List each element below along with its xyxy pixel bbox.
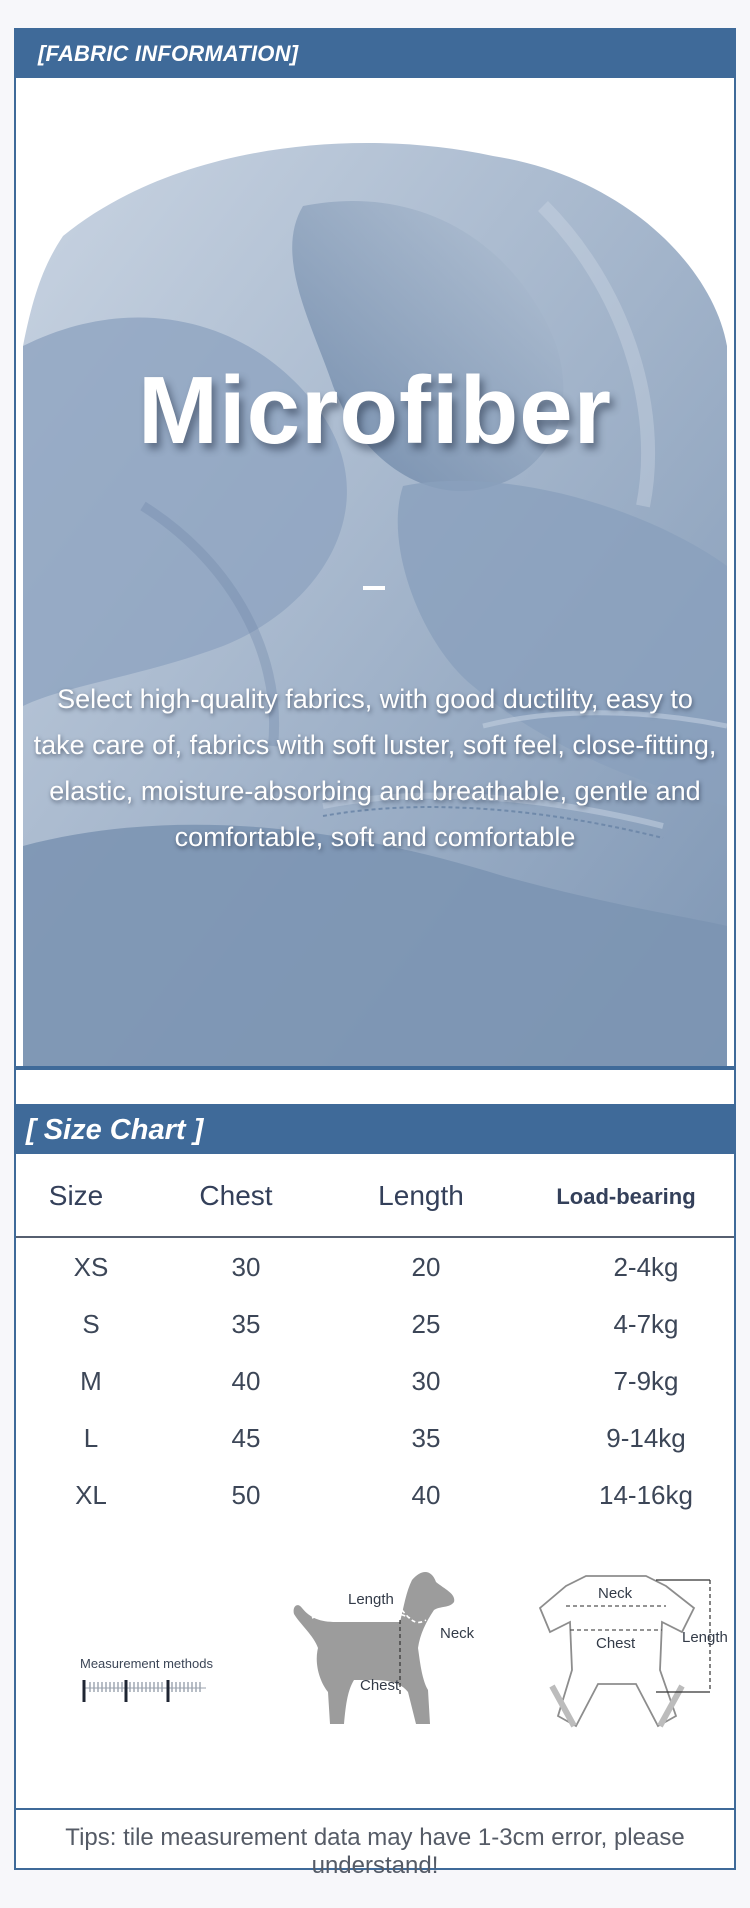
cell-length: 40 [411, 1480, 441, 1510]
table-row [16, 1301, 734, 1358]
cell-length: 25 [411, 1309, 441, 1339]
fabric-description: Select high-quality fabrics, with good ductility, easy to take care of, fabrics with soft luster, soft feel, close-fitting, elastic, moisture-absorbing and breathable, gentle and comfortable, soft and comfortable [33, 684, 717, 852]
cell-size: L [83, 1423, 99, 1453]
fabric-folds-illustration [23, 86, 727, 1066]
cell-load: 7-9kg [613, 1366, 679, 1396]
garment-neck-label: Neck [598, 1585, 633, 1602]
garment-length-label: Length [682, 1629, 728, 1646]
table-row [16, 1415, 734, 1472]
table-row [16, 1472, 734, 1529]
table-row [16, 1358, 734, 1415]
cell-size: XS [73, 1252, 109, 1282]
dog-chest-label: Chest [360, 1677, 400, 1694]
cell-size: M [80, 1366, 102, 1396]
ruler-icon [80, 1676, 210, 1706]
title-divider [363, 586, 385, 590]
dog-neck-label: Neck [440, 1625, 475, 1642]
cell-size: XL [75, 1480, 107, 1510]
col-chest: Chest [199, 1180, 273, 1211]
cell-chest: 45 [231, 1423, 261, 1453]
col-length: Length [378, 1180, 464, 1211]
cell-chest: 40 [231, 1366, 261, 1396]
section-spacer [14, 1068, 736, 1106]
dog-length-label: Length [348, 1591, 394, 1608]
tips-section [14, 1808, 736, 1879]
dog-measurement-diagram [284, 1562, 484, 1732]
cell-load: 2-4kg [613, 1252, 679, 1282]
cell-chest: 35 [231, 1309, 261, 1339]
cell-load: 14-16kg [599, 1480, 693, 1510]
col-size: Size [48, 1180, 104, 1211]
fabric-photo [23, 86, 727, 1066]
table-row [16, 1244, 734, 1301]
cell-load: 4-7kg [613, 1309, 679, 1339]
fabric-header: [FABRIC INFORMATION] [16, 30, 734, 78]
garment-measurement-diagram [536, 1566, 736, 1736]
garment-chest-label: Chest [596, 1635, 636, 1652]
cell-load: 9-14kg [606, 1423, 686, 1453]
fabric-title: Microfiber [137, 357, 613, 464]
cell-length: 20 [411, 1252, 441, 1282]
size-chart-section [14, 1104, 736, 1812]
cell-chest: 50 [231, 1480, 261, 1510]
measurement-methods-label: Measurement methods [80, 1656, 213, 1671]
fabric-section [14, 28, 736, 1068]
cell-length: 35 [411, 1423, 441, 1453]
cell-size: S [82, 1309, 100, 1339]
cell-chest: 30 [231, 1252, 261, 1282]
col-load-bearing: Load-bearing [556, 1184, 696, 1209]
size-chart-header: [ Size Chart ] [16, 1106, 734, 1154]
table-header-row [16, 1154, 734, 1238]
tips-text: Tips: tile measurement data may have 1-3cm error, please understand! [65, 1824, 685, 1879]
cell-length: 30 [411, 1366, 441, 1396]
